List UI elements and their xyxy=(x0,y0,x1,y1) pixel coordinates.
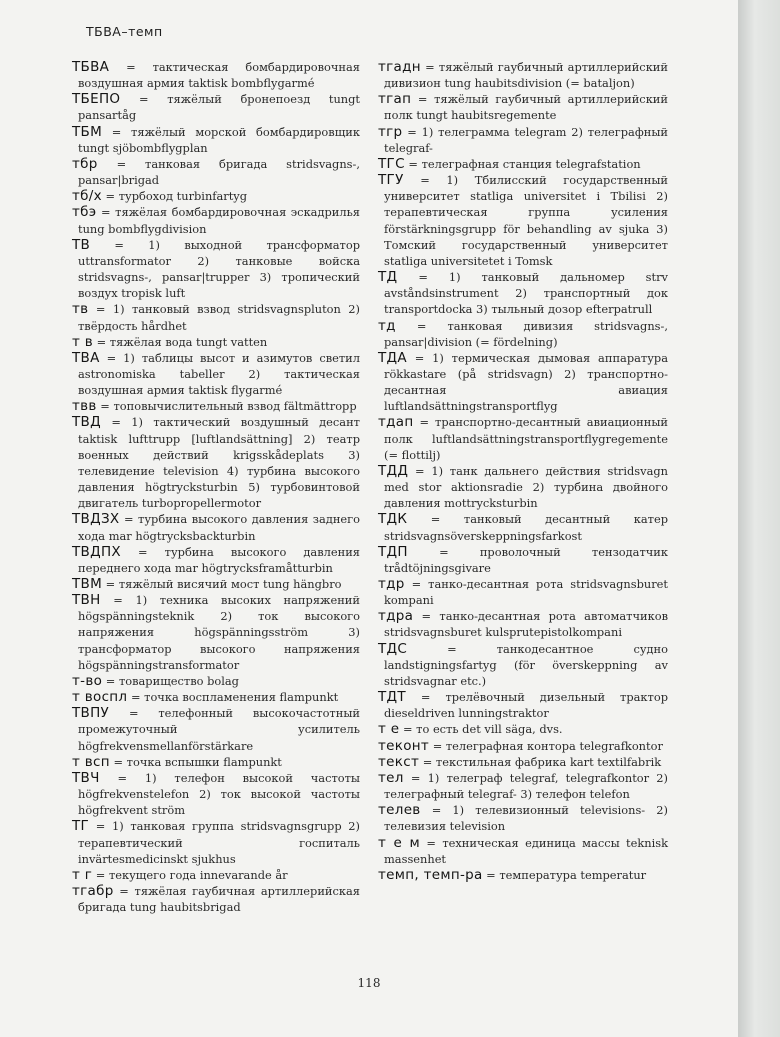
entry-headword: т в xyxy=(72,333,94,350)
entry-definition: = 1) Тбилисский государственный университет statliga universitet i Tbilisi 2) терапевтическая группа усиления förstärkningsgrupp för behandling av sjuka 3) Томский государственный университет statliga universitetet i Tomsk xyxy=(384,173,668,268)
entry-headword: ТДТ xyxy=(378,689,406,706)
entry-definition: = товарищество bolag xyxy=(102,673,239,688)
dictionary-entry xyxy=(378,641,668,689)
entry-definition: = телефонный высокочастотный промежуточный усилитель högfrekvensmellanförstärkare xyxy=(78,706,360,753)
dictionary-entry xyxy=(378,544,668,576)
entry-headword: т е м xyxy=(378,834,420,851)
dictionary-entry xyxy=(72,818,360,866)
entry-definition: = танковая дивизия stridsvagns-, pansar|division (= fördelning) xyxy=(384,318,668,349)
entry-definition: = 1) техника высоких напряжений högspänningsteknik 2) ток высокого напряжения högspänningsström 3) трансформатор высокого напряжения högspänningstransformator xyxy=(78,593,360,672)
entry-headword: ТВН xyxy=(72,592,101,609)
dictionary-entry xyxy=(378,156,668,172)
entry-definition: = танко-десантная рота автоматчиков stridsvagnsburet kulsprutepistolkompani xyxy=(384,609,668,640)
entry-definition: = тяжёлая гаубичная артиллерийская бригада tung haubitsbrigad xyxy=(78,883,360,915)
entry-definition: = тяжёлый висячий мост tung hängbro xyxy=(102,577,342,591)
right-column xyxy=(378,59,668,883)
entry-definition: = трелёвочный дизельный трактор dieseldriven lunningstraktor xyxy=(384,690,668,721)
entry-headword: ТБЕПО xyxy=(72,91,121,108)
entry-definition: = текстильная фабрика kart textilfabrik xyxy=(419,754,662,769)
dictionary-entry xyxy=(72,398,360,414)
dictionary-entry xyxy=(72,673,360,689)
dictionary-entry xyxy=(378,124,668,156)
running-header: ТБВА–темп xyxy=(86,24,163,39)
dictionary-entry xyxy=(378,414,668,462)
entry-definition: = телеграфная контора telegrafkontor xyxy=(429,738,663,753)
entry-headword: ТВДПХ xyxy=(72,543,121,560)
dictionary-entry xyxy=(72,883,360,915)
entry-headword: тгр xyxy=(378,123,403,140)
entry-definition: = техническая единица массы teknisk massenhet xyxy=(384,835,668,866)
entry-definition: = тяжёлый гаубичный артиллерийский дивизион tung haubitsdivision (= bataljon) xyxy=(384,60,668,91)
entry-definition: = танковый десантный катер stridsvagnsöverskeppningsfarkost xyxy=(384,512,668,543)
dictionary-entry xyxy=(72,301,360,333)
dictionary-entry xyxy=(378,172,668,269)
dictionary-entry xyxy=(72,156,360,188)
dictionary-entry xyxy=(378,511,668,543)
entry-headword: тбр xyxy=(72,155,98,172)
dictionary-entry xyxy=(378,689,668,721)
dictionary-entry xyxy=(378,721,668,737)
entry-definition: = танко-десантная рота stridsvagnsburet kompani xyxy=(384,577,668,608)
entry-headword: текст xyxy=(378,753,420,770)
entry-definition: = температура temperatur xyxy=(482,867,647,882)
page-number: 118 xyxy=(357,976,381,990)
entry-definition: = 1) тактический воздушный десант taktisk lufttrupp [luftlandsättning] 2) театр военных действий krigsskådeplats 3) телевидение television 4) турбина высокого давления högtrycksturbin 5) турбовинтовой двигатель turbopropellermotor xyxy=(78,415,360,511)
dictionary-entry xyxy=(72,544,360,576)
entry-definition: = тяжёлый гаубичный артиллерийский полк tungt haubitsregemente xyxy=(384,92,668,123)
entry-headword: т г xyxy=(72,866,93,883)
entry-definition: = 1) выходной трансформатор uttransformator 2) танковые войска stridsvagns-, pansar|trupper 3) тропический воздух tropisk luft xyxy=(78,237,360,301)
entry-headword: ТБВА xyxy=(72,59,110,75)
entry-definition: = текущего года innevarande år xyxy=(92,867,288,882)
entry-headword: теконт xyxy=(378,737,430,754)
entry-headword: тгап xyxy=(378,91,412,108)
entry-headword: тдап xyxy=(378,414,414,431)
entry-headword: тб/х xyxy=(72,188,102,205)
dictionary-entry xyxy=(72,511,360,543)
dictionary-entry xyxy=(72,867,360,883)
entry-definition: = то есть det vill säga, dvs. xyxy=(399,722,563,737)
entry-definition: = точка вспышки flampunkt xyxy=(109,754,282,769)
entry-definition: = танковая бригада stridsvagns-, pansar|brigad xyxy=(78,156,360,188)
entry-definition: = турбина высокого давления заднего хода mar högtrycksbackturbin xyxy=(78,512,360,543)
dictionary-entry xyxy=(72,237,360,302)
left-column xyxy=(72,59,360,915)
entry-headword: ТГ xyxy=(72,818,90,835)
entry-headword: тгадн xyxy=(378,59,421,75)
dictionary-entry xyxy=(72,705,360,753)
entry-headword: ТД xyxy=(378,269,398,286)
dictionary-entry xyxy=(378,802,668,834)
dictionary-entry xyxy=(378,269,668,317)
entry-definition: = 1) телеграф telegraf, telegrafkontor 2) телеграфный telegraf- 3) телефон telefon xyxy=(384,770,668,802)
dictionary-entry xyxy=(72,576,360,592)
entry-definition: = транспортно-десантный авиационный полк luftlandsättningstransportflygregemente (= flottilj) xyxy=(384,415,668,462)
entry-definition: = тяжёлая бомбардировочная эскадрилья tung bombflygdivision xyxy=(78,205,360,236)
entry-headword: тдра xyxy=(378,608,414,625)
dictionary-entry xyxy=(378,350,668,415)
entry-headword: ТВД xyxy=(72,414,101,431)
dictionary-entry xyxy=(72,124,360,156)
entry-headword: тел xyxy=(378,769,404,786)
entry-headword: ТДК xyxy=(378,511,408,528)
entry-definition: = 1) термическая дымовая аппаратура rökkastare (på stridsvagn) 2) транспортно-десантная авиация luftlandsättningstransportflyg xyxy=(384,350,668,414)
entry-headword: ТГС xyxy=(378,155,405,172)
entry-definition: = 1) телевизионный televisions- 2) телевизия television xyxy=(384,803,668,834)
entry-definition: = танкодесантное судно landstigningsfartyg (för överskeppning av stridsvagnar etc.) xyxy=(384,641,668,688)
entry-headword: тв xyxy=(72,301,89,318)
dictionary-entry xyxy=(378,738,668,754)
page-edge-background xyxy=(738,0,780,1037)
entry-headword: ТВМ xyxy=(72,576,103,592)
entry-headword: тгабр xyxy=(72,882,114,899)
dictionary-entry xyxy=(72,334,360,350)
dictionary-entry xyxy=(72,204,360,236)
dictionary-entry xyxy=(72,689,360,705)
dictionary-entry xyxy=(378,59,668,91)
entry-headword: тдр xyxy=(378,576,405,592)
entry-headword: т е xyxy=(378,721,400,738)
entry-definition: = тяжёлый морской бомбардировщик tungt sjöbombflygplan xyxy=(78,124,360,155)
entry-headword: ТВ xyxy=(72,236,91,253)
entry-definition: = 1) танковый дальномер strv avståndsinstrument 2) транспортный док transportdocka 3) тыльный дозор efterpatrull xyxy=(384,270,668,317)
entry-headword: ТВДЗХ xyxy=(72,511,120,528)
entry-headword: ТВЧ xyxy=(72,769,100,786)
entry-definition: = тяжёлая вода tungt vatten xyxy=(93,334,268,349)
entry-headword: ТВА xyxy=(72,349,100,366)
entry-headword: ТДА xyxy=(378,349,407,366)
dictionary-entry xyxy=(72,414,360,511)
dictionary-entry xyxy=(378,576,668,608)
dictionary-entry xyxy=(378,835,668,867)
dictionary-entry xyxy=(72,754,360,770)
dictionary-entry xyxy=(378,867,668,883)
entry-definition: = 1) таблицы высот и азимутов светил astronomiska tabeller 2) тактическая воздушная армия taktisk flygarmé xyxy=(78,350,360,398)
entry-headword: т всп xyxy=(72,753,110,770)
entry-definition: = топовычислительный взвод fältmättropp xyxy=(96,399,357,414)
entry-headword: телев xyxy=(378,802,421,819)
dictionary-entry xyxy=(72,59,360,91)
dictionary-entry xyxy=(378,91,668,123)
entry-definition: = тактическая бомбардировочная воздушная армия taktisk bombflygarmé xyxy=(78,60,360,91)
dictionary-entry xyxy=(378,463,668,511)
dictionary-entry xyxy=(378,608,668,640)
entry-headword: тбэ xyxy=(72,204,97,221)
dictionary-entry xyxy=(378,770,668,802)
entry-definition: = турбина высокого давления переднего хода mar högtrycksframåtturbin xyxy=(78,544,360,575)
entry-definition: = 1) танковый взвод stridsvagnspluton 2) твёрдость hårdhet xyxy=(78,302,360,333)
entry-definition: = 1) танковая группа stridsvagnsgrupp 2) терапевтический госпиталь invärtesmedicinskt sjukhus xyxy=(78,819,360,866)
dictionary-entry xyxy=(72,592,360,673)
entry-headword: ТГУ xyxy=(378,172,404,189)
entry-headword: ТВПУ xyxy=(72,705,110,722)
entry-headword: ТДП xyxy=(378,543,408,560)
entry-headword: т-во xyxy=(72,672,103,689)
entry-headword: ТДС xyxy=(378,640,408,657)
entry-definition: = тяжёлый бронепоезд tungt pansartåg xyxy=(78,92,360,123)
entry-definition: = 1) телефон высокой частоты högfrekvenstelefon 2) ток высокой частоты högfrekvent ström xyxy=(78,770,360,818)
dictionary-entry xyxy=(72,770,360,818)
entry-headword: темп, темп-ра xyxy=(378,866,483,883)
entry-headword: т воспл xyxy=(72,689,128,706)
dictionary-entry xyxy=(378,318,668,350)
entry-definition: = 1) танк дальнего действия stridsvagn med stor aktionsradie 2) турбина двойного давления mottrycksturbin xyxy=(384,463,668,511)
entry-headword: ТДД xyxy=(378,462,409,479)
entry-definition: = точка воспламенения flampunkt xyxy=(127,690,339,705)
entry-definition: = проволочный тензодатчик trådtöjningsgivare xyxy=(384,544,668,575)
entry-headword: твв xyxy=(72,398,97,415)
entry-definition: = турбоход turbinfartyg xyxy=(101,189,248,204)
entry-definition: = телеграфная станция telegrafstation xyxy=(404,156,641,171)
dictionary-entry xyxy=(72,91,360,123)
dictionary-entry xyxy=(72,350,360,398)
entry-headword: ТБМ xyxy=(72,123,103,140)
dictionary-entry xyxy=(72,188,360,204)
dictionary-entry xyxy=(378,754,668,770)
entry-headword: тд xyxy=(378,317,396,334)
entry-definition: = 1) телеграмма telegram 2) телеграфный telegraf- xyxy=(384,124,668,155)
